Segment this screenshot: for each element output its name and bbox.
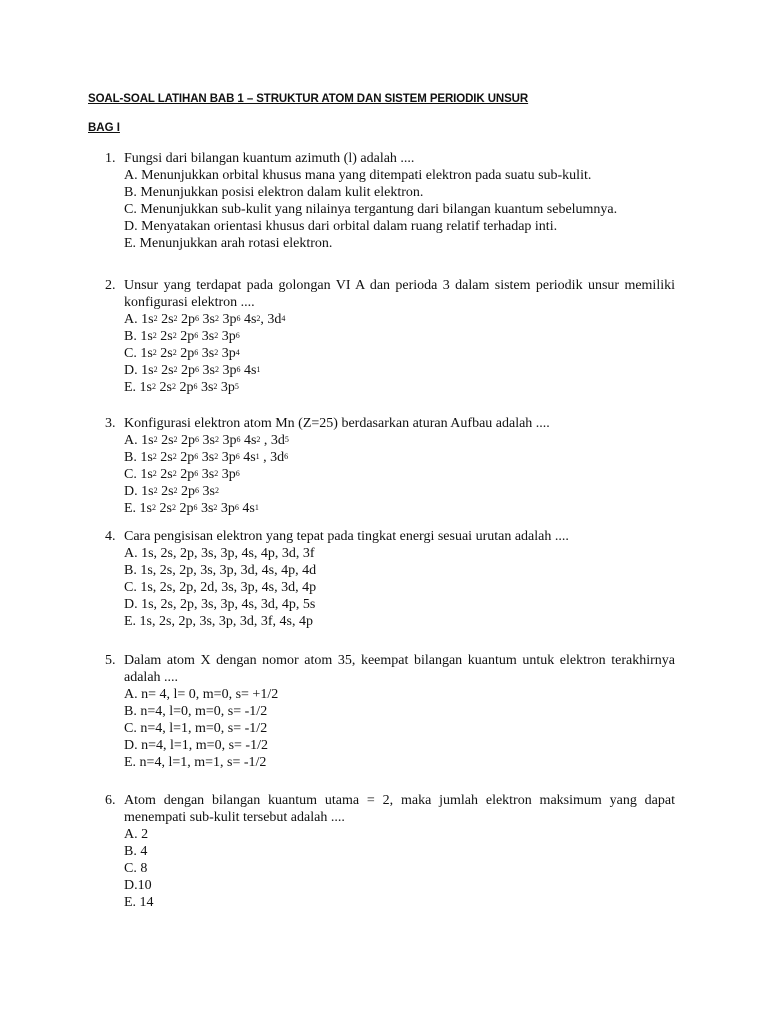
question-1 xyxy=(105,150,675,252)
answer-option: E. $1s^2$ $2s^2$ $2p^6$ $3s^2$ $3p^5$ xyxy=(124,380,239,395)
answer-option: B. 4 xyxy=(124,844,148,859)
question-text: Konfigurasi elektron atom Mn (Z=25) berdasarkan aturan Aufbau adalah .... xyxy=(124,416,550,431)
answer-option: C. $1s^2$ $2s^2$ $2p^6$ $3s^2$ $3p^6$ xyxy=(124,467,240,482)
answer-option: D. $1s^2$ $2s^2$ $2p^6$ $3s^2$ xyxy=(124,484,219,499)
question-6 xyxy=(105,792,675,911)
question-stem xyxy=(105,150,675,167)
question-text: Unsur yang terdapat pada golongan VI A dan perioda 3 dalam sistem periodik unsur memiliki konfigurasi elektron .... xyxy=(124,278,675,310)
question-stem xyxy=(105,528,675,545)
answer-option: A. 2 xyxy=(124,827,149,842)
answer-option: B. n=4, l=0, m=0, s= -1/2 xyxy=(124,704,268,719)
question-text: Atom dengan bilangan kuantum utama = 2, maka jumlah elektron maksimum yang dapat menempati sub-kulit tersebut adalah .... xyxy=(124,793,675,825)
question-number: 3. xyxy=(105,416,116,431)
answer-option: B. $1s^2$ $2s^2$ $2p^6$ $3s^2$ $3p^6$ xyxy=(124,329,240,344)
answer-option: D. Menyatakan orientasi khusus dari orbital dalam ruang relatif terhadap inti. xyxy=(124,219,558,234)
answer-option: C. 1s, 2s, 2p, 2d, 3s, 3p, 4s, 3d, 4p xyxy=(124,580,317,595)
answer-option: B. Menunjukkan posisi elektron dalam kulit elektron. xyxy=(124,185,424,200)
answer-option: E. $1s^2$ $2s^2$ $2p^6$ $3s^2$ $3p^6$ $4s^1$ xyxy=(124,501,259,516)
answer-option: D.10 xyxy=(124,878,152,893)
answer-option: A. $1s^2$ $2s^2$ $2p^6$ $3s^2$ $3p^6$ $4s^2$, $3d^4$ xyxy=(124,312,286,327)
answer-option: A. $1s^2$ $2s^2$ $2p^6$ $3s^2$ $3p^6$ $4s^2$ , $3d^5$ xyxy=(124,433,289,448)
answer-option: B. $1s^2$ $2s^2$ $2p^6$ $3s^2$ $3p^6$ $4s^1$ , $3d^6$ xyxy=(124,450,289,465)
question-number: 6. xyxy=(105,793,116,808)
answer-option: D. $1s^2$ $2s^2$ $2p^6$ $3s^2$ $3p^6$ $4s^1$ xyxy=(124,363,261,378)
question-3 xyxy=(105,415,675,517)
answer-option: E. n=4, l=1, m=1, s= -1/2 xyxy=(124,755,267,770)
question-stem xyxy=(105,792,675,826)
question-2 xyxy=(105,277,675,396)
question-number: 5. xyxy=(105,653,116,668)
answer-option: C. n=4, l=1, m=0, s= -1/2 xyxy=(124,721,268,736)
section-heading: BAG I xyxy=(88,122,120,134)
answer-option: B. 1s, 2s, 2p, 3s, 3p, 3d, 4s, 4p, 4d xyxy=(124,563,317,578)
answer-option: C. 8 xyxy=(124,861,148,876)
answer-option: D. 1s, 2s, 2p, 3s, 3p, 4s, 3d, 4p, 5s xyxy=(124,597,316,612)
question-text: Fungsi dari bilangan kuantum azimuth (l) adalah .... xyxy=(124,151,415,166)
question-text: Cara pengisisan elektron yang tepat pada tingkat energi sesuai urutan adalah .... xyxy=(124,529,569,544)
question-4 xyxy=(105,528,675,630)
question-stem xyxy=(105,415,675,432)
answer-option: D. n=4, l=1, m=0, s= -1/2 xyxy=(124,738,268,753)
answer-option: A. n= 4, l= 0, m=0, s= +1/2 xyxy=(124,687,279,702)
question-5 xyxy=(105,652,675,771)
question-number: 1. xyxy=(105,151,116,166)
answer-option: A. 1s, 2s, 2p, 3s, 3p, 4s, 4p, 3d, 3f xyxy=(124,546,315,561)
question-stem xyxy=(105,277,675,311)
question-text: Dalam atom X dengan nomor atom 35, keempat bilangan kuantum untuk elektron terakhirnya adalah .... xyxy=(124,653,675,685)
answer-option: E. Menunjukkan arah rotasi elektron. xyxy=(124,236,333,251)
question-number: 2. xyxy=(105,278,116,293)
answer-option: C. $1s^2$ $2s^2$ $2p^6$ $3s^2$ $3p^4$ xyxy=(124,346,240,361)
question-number: 4. xyxy=(105,529,116,544)
answer-option: C. Menunjukkan sub-kulit yang nilainya tergantung dari bilangan kuantum sebelumnya. xyxy=(124,202,618,217)
answer-option: E. 14 xyxy=(124,895,154,910)
question-stem xyxy=(105,652,675,686)
answer-option: A. Menunjukkan orbital khusus mana yang ditempati elektron pada suatu sub-kulit. xyxy=(124,168,592,183)
answer-option: E. 1s, 2s, 2p, 3s, 3p, 3d, 3f, 4s, 4p xyxy=(124,614,314,629)
document-title: SOAL-SOAL LATIHAN BAB 1 – STRUKTUR ATOM DAN SISTEM PERIODIK UNSUR xyxy=(88,93,529,105)
